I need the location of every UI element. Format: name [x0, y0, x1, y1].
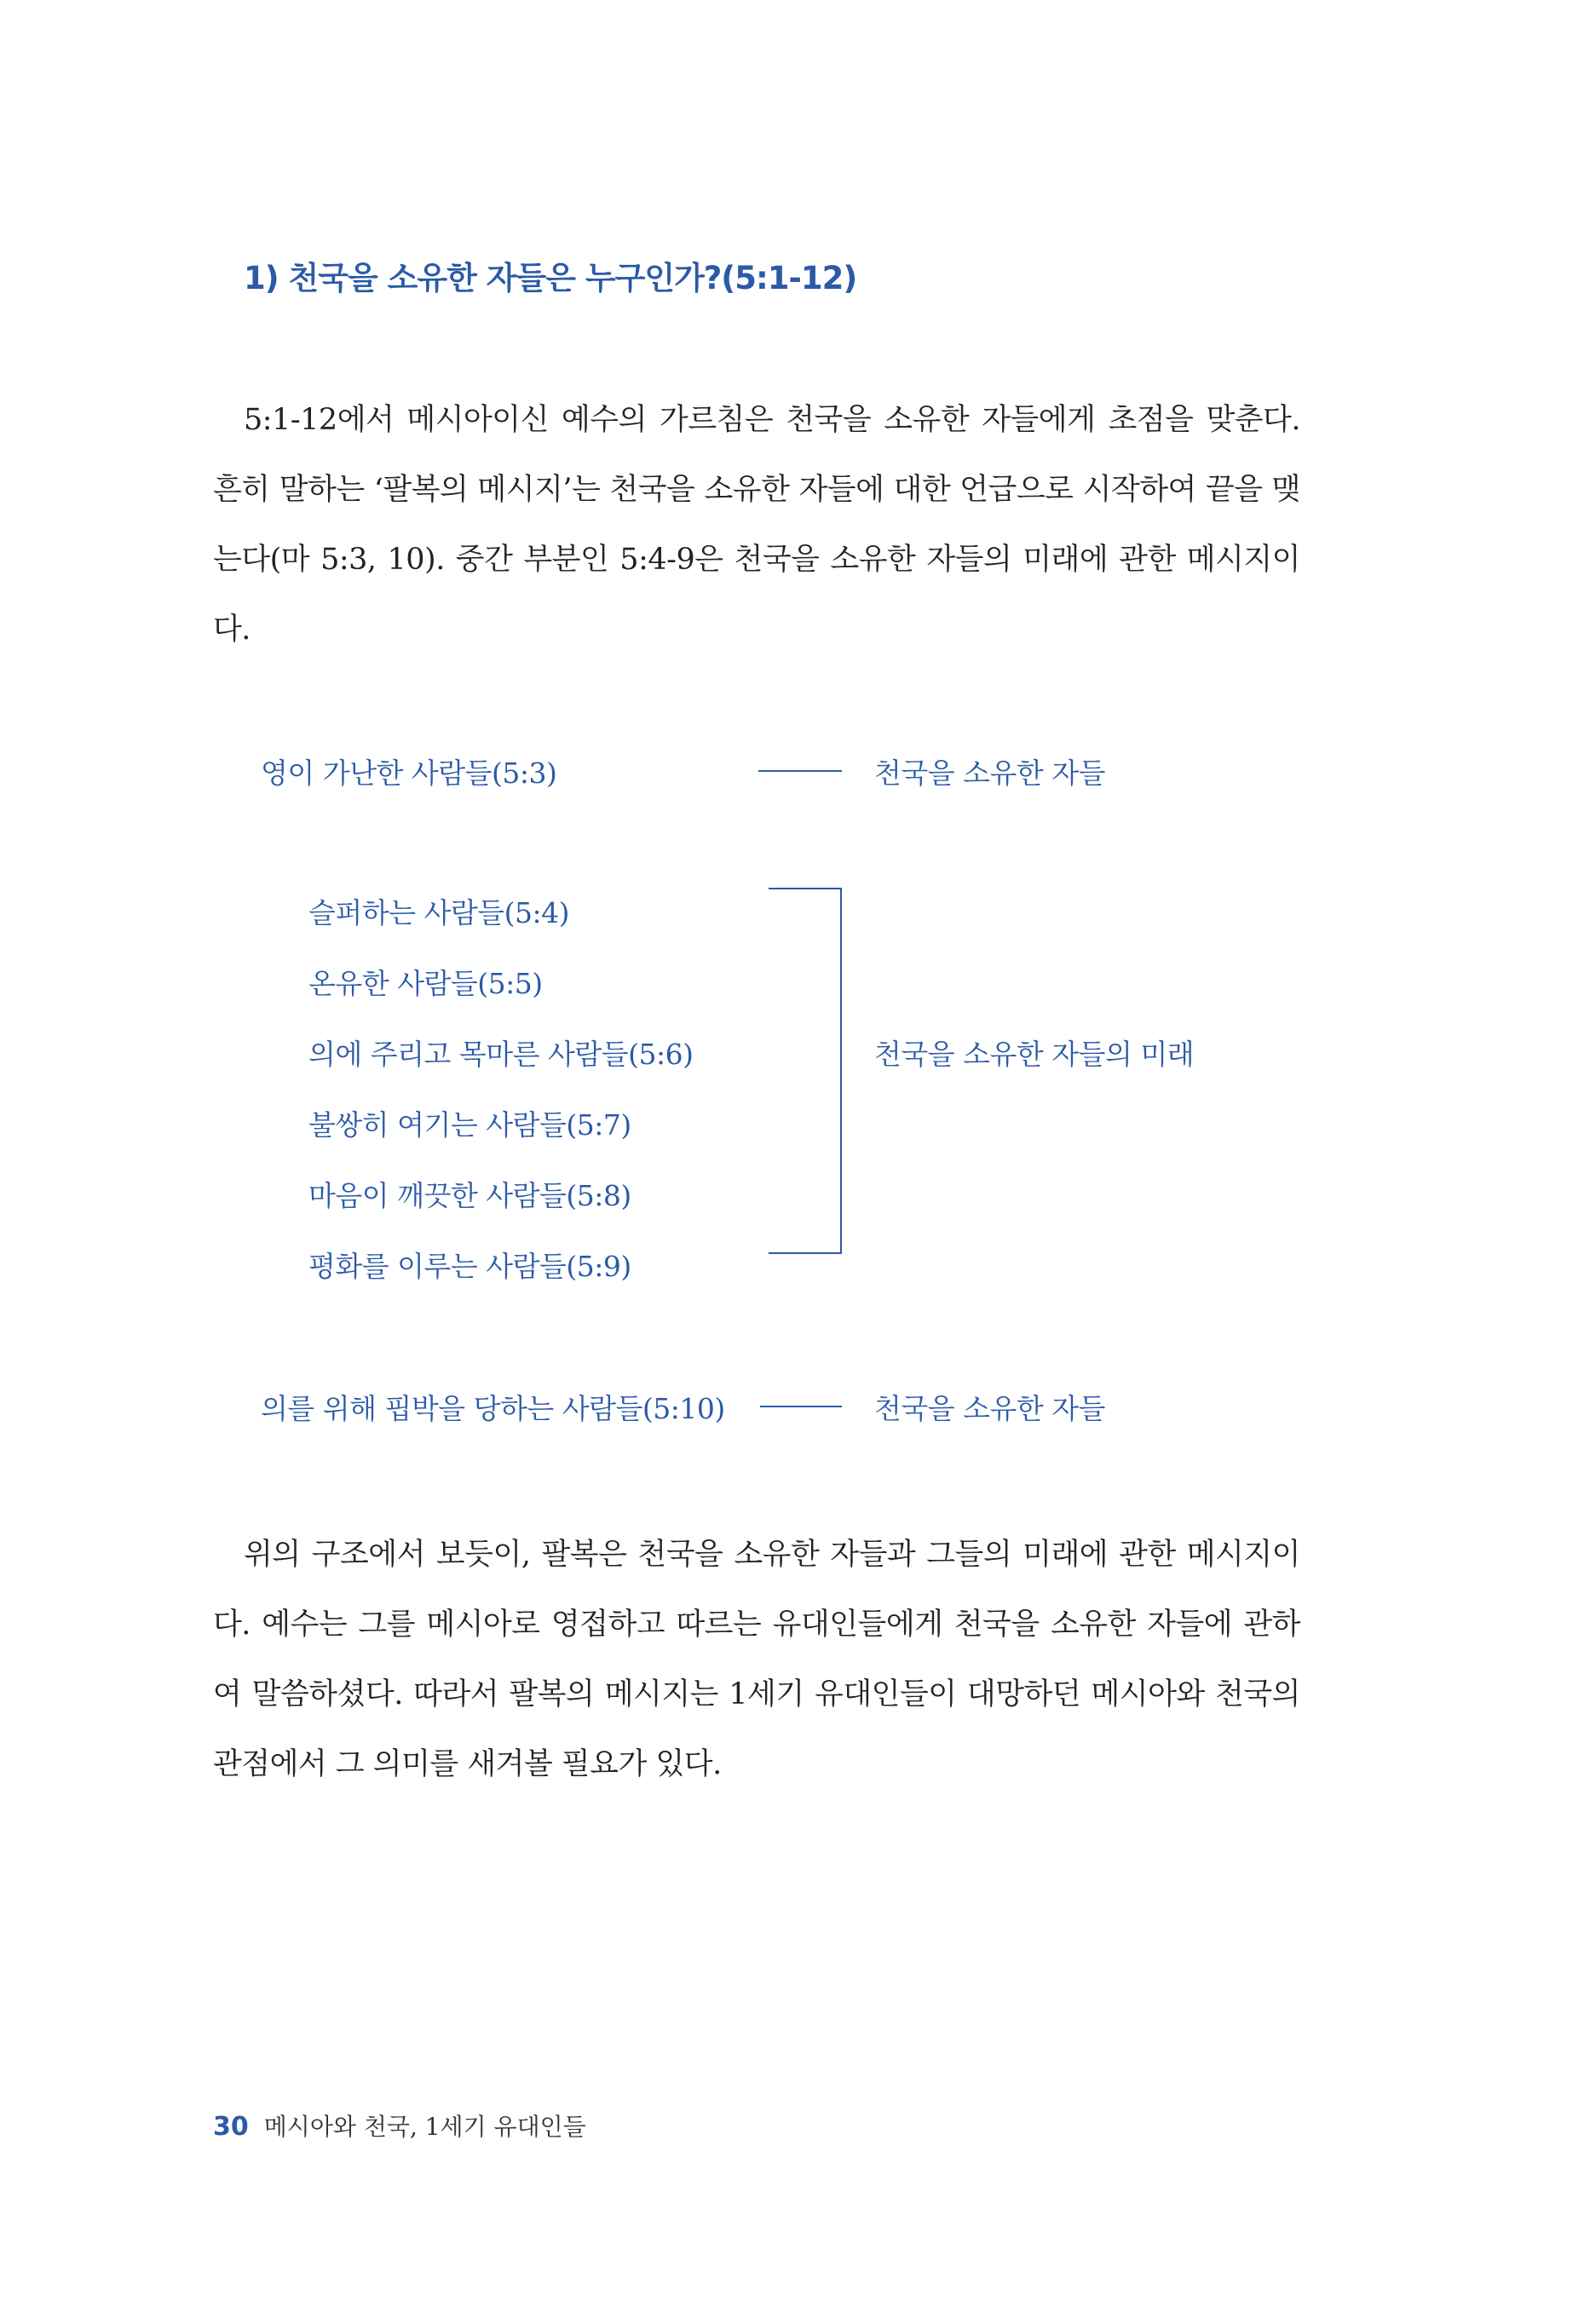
page-number: 30 — [213, 2112, 249, 2142]
diagram-top-right-label: 천국을 소유한 자들 — [874, 756, 1106, 790]
diagram-middle-item: 온유한 사람들(5:5) — [308, 967, 543, 1000]
diagram-middle-item: 의에 주리고 목마른 사람들(5:6) — [308, 1038, 694, 1071]
diagram-middle-item: 불쌍히 여기는 사람들(5:7) — [308, 1108, 631, 1142]
diagram-bracket — [769, 888, 842, 1254]
page-footer — [213, 2108, 586, 2143]
diagram-bottom-connector — [760, 1406, 842, 1407]
diagram-middle-right-label: 천국을 소유한 자들의 미래 — [874, 1038, 1195, 1071]
diagram-middle-item: 마음이 깨끗한 사람들(5:8) — [308, 1179, 631, 1212]
diagram-bottom-left-label: 의를 위해 핍박을 당하는 사람들(5:10) — [261, 1392, 725, 1425]
diagram-bottom-right-label: 천국을 소유한 자들 — [874, 1392, 1106, 1425]
intro-paragraph: 5:1-12에서 메시아이신 예수의 가르침은 천국을 소유한 자들에게 초점을 맞춘다. 흔히 말하는 ‘팔복의 메시지’는 천국을 소유한 자들에 대한 언급으로 시작하여 끝을 맺는다(마 5:3, 10). 중간 부분인 5:4-9은 천국을 소유한 자들의 미래에 관한 메시지이다. — [213, 403, 1300, 647]
running-title: 메시아와 천국, 1세기 유대인들 — [263, 2113, 586, 2141]
diagram-middle-item: 슬퍼하는 사람들(5:4) — [308, 896, 569, 929]
diagram-top-left-label: 영이 가난한 사람들(5:3) — [261, 756, 557, 790]
diagram-top-connector — [758, 770, 842, 772]
section-heading: 1) 천국을 소유한 자들은 누구인가?(5:1-12) — [244, 260, 857, 296]
conclusion-paragraph: 위의 구조에서 보듯이, 팔복은 천국을 소유한 자들과 그들의 미래에 관한 메시지이다. 예수는 그를 메시아로 영접하고 따르는 유대인들에게 천국을 소유한 자들에 관하여 말씀하셨다. 따라서 팔복의 메시지는 1세기 유대인들이 대망하던 메시아와 천국의 관점에서 그 의미를 새겨볼 필요가 있다. — [213, 1538, 1300, 1781]
diagram-middle-item: 평화를 이루는 사람들(5:9) — [308, 1250, 631, 1283]
